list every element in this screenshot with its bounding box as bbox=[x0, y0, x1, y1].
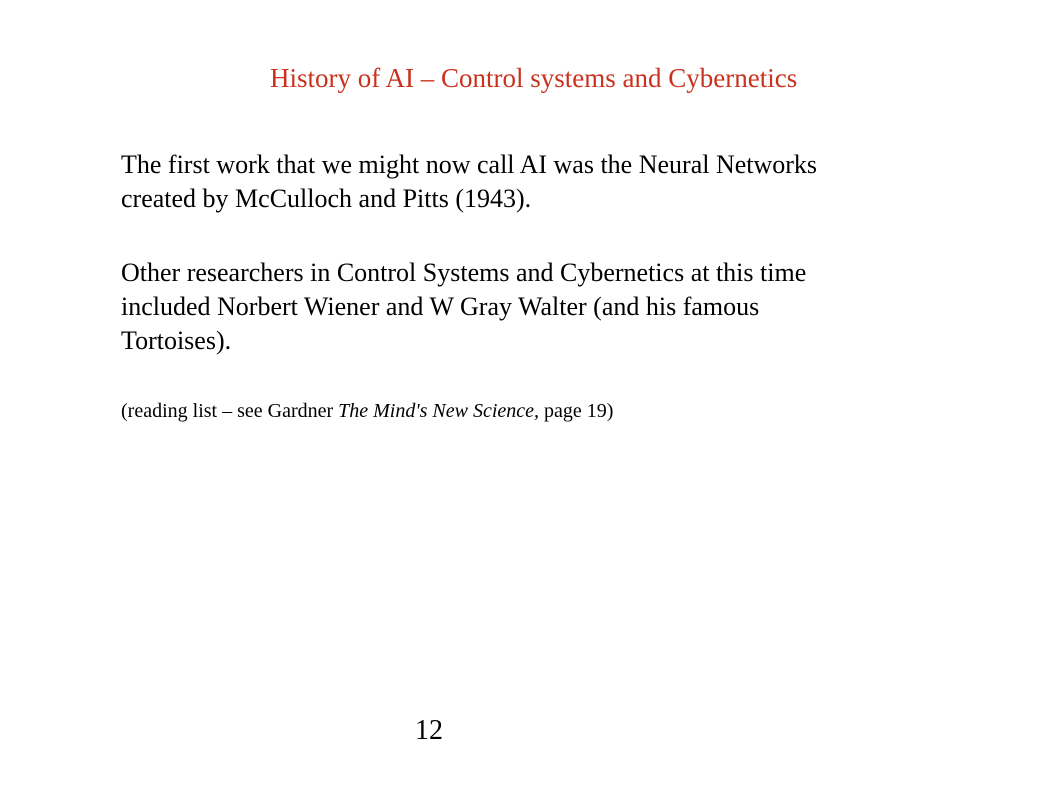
paragraph-line: created by McCulloch and Pitts (1943). bbox=[121, 184, 532, 213]
paragraph-line: included Norbert Wiener and W Gray Walter (and his famous bbox=[121, 292, 760, 321]
reading-reference bbox=[121, 400, 613, 423]
reference-suffix: page 19) bbox=[539, 400, 614, 422]
paragraph-line: Tortoises). bbox=[121, 326, 232, 355]
paragraph-line: The first work that we might now call AI was the Neural Networks bbox=[121, 150, 818, 179]
paragraph-line: Other researchers in Control Systems and Cybernetics at this time bbox=[121, 258, 807, 287]
paragraph-neural-networks bbox=[121, 148, 981, 216]
reference-prefix: (reading list – see Gardner bbox=[121, 400, 339, 422]
paragraph-cybernetics bbox=[121, 256, 981, 358]
slide-title: History of AI – Control systems and Cybernetics bbox=[270, 63, 798, 93]
page-number: 12 bbox=[415, 715, 443, 746]
reference-book-title: The Mind's New Science, bbox=[338, 400, 540, 422]
